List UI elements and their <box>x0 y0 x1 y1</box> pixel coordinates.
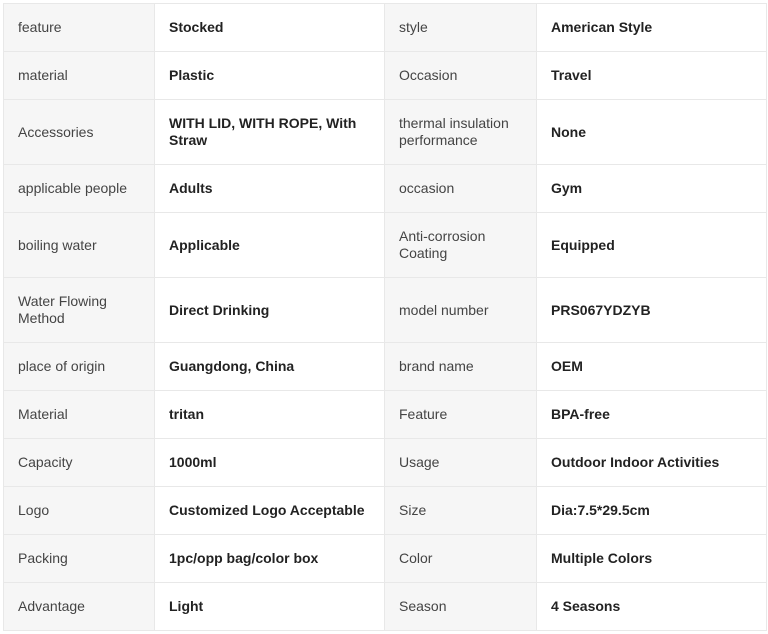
spec-label: Size <box>385 487 537 535</box>
spec-label: Color <box>385 535 537 583</box>
spec-value: 1pc/opp bag/color box <box>155 535 385 583</box>
spec-value: PRS067YDZYB <box>537 278 767 343</box>
table-row <box>4 487 767 535</box>
spec-label: material <box>4 52 155 100</box>
spec-value: Dia:7.5*29.5cm <box>537 487 767 535</box>
spec-label: Material <box>4 391 155 439</box>
spec-label: Anti-corrosion Coating <box>385 213 537 278</box>
table-row <box>4 52 767 100</box>
spec-value: Direct Drinking <box>155 278 385 343</box>
spec-label: Water Flowing Method <box>4 278 155 343</box>
spec-label: occasion <box>385 165 537 213</box>
spec-label: brand name <box>385 343 537 391</box>
spec-value: OEM <box>537 343 767 391</box>
spec-value: BPA-free <box>537 391 767 439</box>
table-row <box>4 535 767 583</box>
spec-label: Feature <box>385 391 537 439</box>
table-row <box>4 4 767 52</box>
spec-label: Occasion <box>385 52 537 100</box>
spec-value: None <box>537 100 767 165</box>
spec-value: Multiple Colors <box>537 535 767 583</box>
spec-label: Season <box>385 583 537 631</box>
table-row <box>4 213 767 278</box>
spec-label: feature <box>4 4 155 52</box>
spec-value: Plastic <box>155 52 385 100</box>
spec-value: Gym <box>537 165 767 213</box>
spec-label: place of origin <box>4 343 155 391</box>
spec-value: Travel <box>537 52 767 100</box>
spec-label: applicable people <box>4 165 155 213</box>
spec-value: Guangdong, China <box>155 343 385 391</box>
spec-label: Capacity <box>4 439 155 487</box>
product-spec-table <box>3 3 767 631</box>
spec-value: Outdoor Indoor Activities <box>537 439 767 487</box>
spec-label: Logo <box>4 487 155 535</box>
spec-value: Equipped <box>537 213 767 278</box>
spec-value: 4 Seasons <box>537 583 767 631</box>
spec-value: 1000ml <box>155 439 385 487</box>
spec-value: American Style <box>537 4 767 52</box>
spec-value: Adults <box>155 165 385 213</box>
spec-value: Light <box>155 583 385 631</box>
spec-value: WITH LID, WITH ROPE, With Straw <box>155 100 385 165</box>
spec-value: tritan <box>155 391 385 439</box>
table-row <box>4 278 767 343</box>
table-row <box>4 583 767 631</box>
table-row <box>4 100 767 165</box>
spec-label: Advantage <box>4 583 155 631</box>
table-row <box>4 343 767 391</box>
spec-value: Stocked <box>155 4 385 52</box>
spec-label: style <box>385 4 537 52</box>
table-row <box>4 391 767 439</box>
spec-label: Usage <box>385 439 537 487</box>
spec-label: Accessories <box>4 100 155 165</box>
table-row <box>4 439 767 487</box>
spec-value: Applicable <box>155 213 385 278</box>
spec-label: model number <box>385 278 537 343</box>
spec-value: Customized Logo Acceptable <box>155 487 385 535</box>
table-row <box>4 165 767 213</box>
spec-label: Packing <box>4 535 155 583</box>
spec-label: thermal insulation performance <box>385 100 537 165</box>
spec-label: boiling water <box>4 213 155 278</box>
